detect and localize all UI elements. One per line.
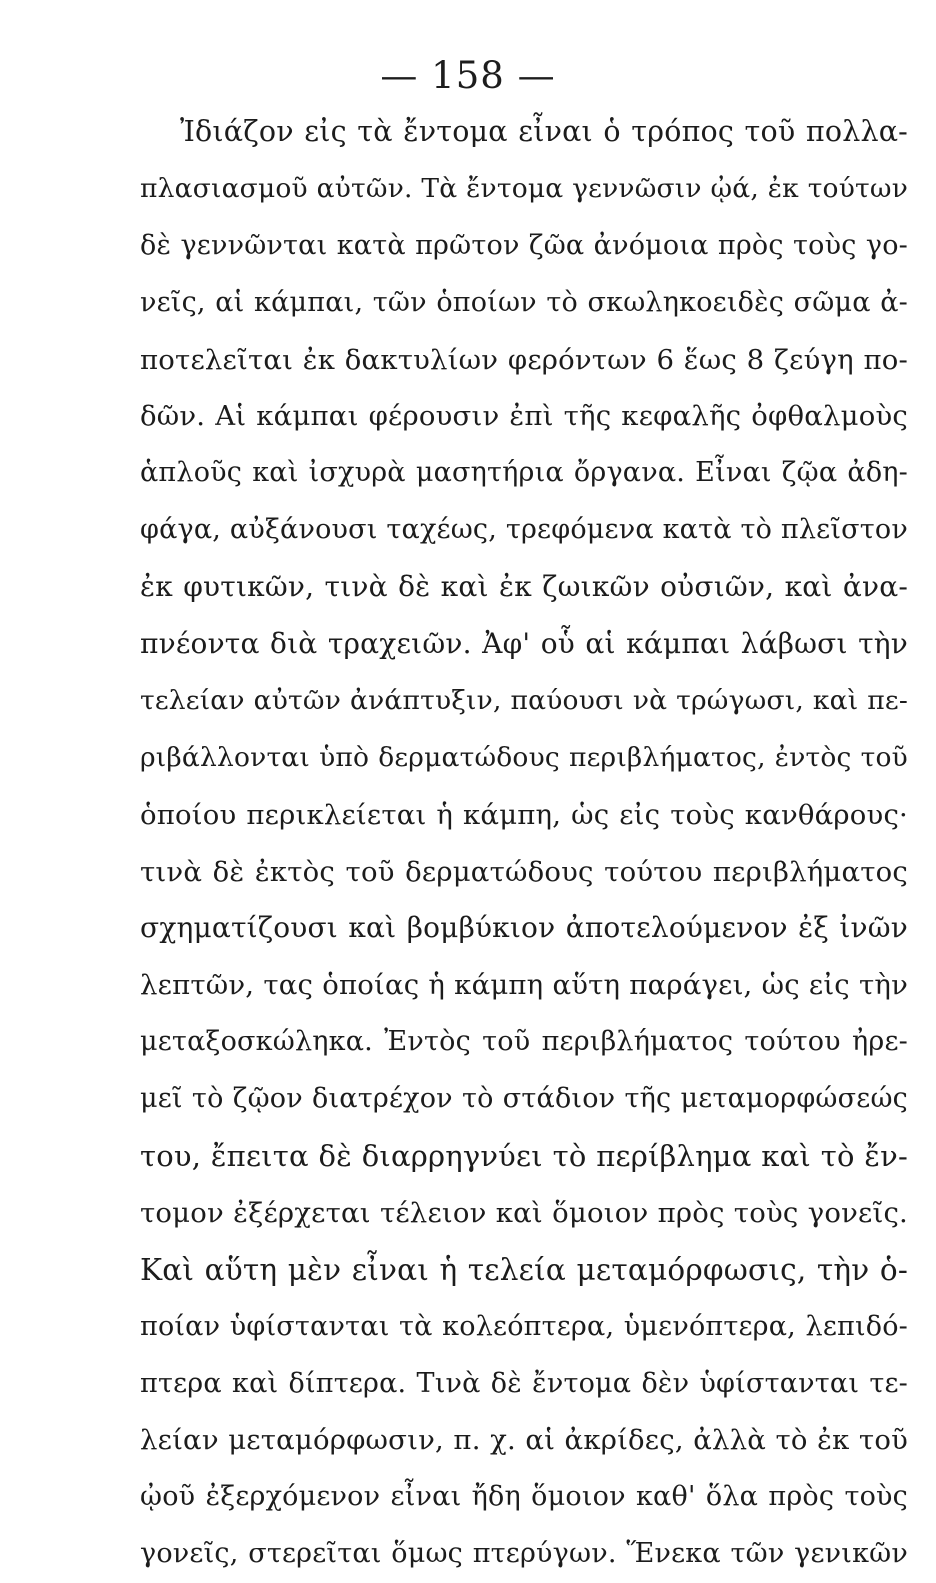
text-line: ὁποίου περικλείεται ἡ κάμπη, ὡς εἰς τοὺς κανθάρους·	[140, 798, 908, 831]
text-line: πλασιασμοῦ αὐτῶν. Τὰ ἔντομα γεννῶσιν ᾠά, ἐκ τούτων	[140, 172, 908, 204]
text-line: ριβάλλονται ὑπὸ δερματώδους περιβλήματος, ἐντὸς τοῦ	[140, 741, 908, 773]
text-line: δῶν. Αἱ κάμπαι φέρουσιν ἐπὶ τῆς κεφαλῆς ὀφθαλμοὺς	[140, 400, 908, 433]
text-line: φάγα, αὐξάνουσι ταχέως, τρεφόμενα κατὰ τὸ πλεῖστον	[140, 514, 908, 546]
text-line: λείαν μεταμόρφωσιν, π. χ. αἱ ἀκρίδες, ἀλλὰ τὸ ἐκ τοῦ	[140, 1424, 908, 1457]
text-line: τελείαν αὐτῶν ἀνάπτυξιν, παύουσι νὰ τρώγωσι, καὶ πε-	[140, 684, 908, 716]
text-line: γονεῖς, στερεῖται ὅμως πτερύγων. Ἕνεκα τῶν γενικῶν	[140, 1538, 908, 1570]
text-line: τινὰ δὲ ἐκτὸς τοῦ δερματώδους τούτου περιβλήματος	[140, 855, 908, 888]
text-line: λεπτῶν, τας ὁποίας ἡ κάμπη αὕτη παράγει, ὡς εἰς τὴν	[140, 969, 908, 1002]
text-line: νεῖς, αἱ κάμπαι, τῶν ὁποίων τὸ σκωληκοειδὲς σῶμα ἀ-	[140, 286, 908, 318]
text-line: σχηματίζουσι καὶ βομβύκιον ἀποτελούμενον ἐξ ἰνῶν	[140, 911, 908, 945]
text-line: δὲ γεννῶνται κατὰ πρῶτον ζῶα ἀνόμοια πρὸς τοὺς γο-	[140, 229, 908, 261]
page-number: — 158 —	[380, 54, 556, 97]
text-line: μεταξοσκώληκα. Ἐντὸς τοῦ περιβλήματος τούτου ἠρε-	[140, 1026, 908, 1058]
text-line: μεῖ τὸ ζῷον διατρέχον τὸ στάδιον τῆς μεταμορφώσεώς	[140, 1083, 908, 1115]
text-line: τομον ἐξέρχεται τέλειον καὶ ὅμοιον πρὸς τοὺς γονεῖς.	[140, 1196, 908, 1229]
text-line: πνέοντα διὰ τραχειῶν. Ἀφ' οὗ αἱ κάμπαι λάβωσι τὴν	[140, 627, 908, 661]
body-text	[140, 104, 908, 1583]
text-line: ἐκ φυτικῶν, τινὰ δὲ καὶ ἐκ ζωικῶν οὐσιῶν, καὶ ἀνα-	[140, 570, 908, 604]
text-line: του, ἔπειτα δὲ διαρρηγνύει τὸ περίβλημα καὶ τὸ ἔν-	[140, 1139, 908, 1174]
text-line: ἁπλοῦς καὶ ἰσχυρὰ μασητήρια ὄργανα. Εἶναι ζῷα ἀδη-	[140, 457, 908, 489]
text-line: ποίαν ὑφίστανται τὰ κολεόπτερα, ὑμενόπτερα, λεπιδό-	[140, 1310, 908, 1342]
text-line: Ἰδιάζον εἰς τὰ ἔντομα εἶναι ὁ τρόπος τοῦ πολλα-	[180, 115, 908, 148]
text-line: ᾠοῦ ἐξερχόμενον εἶναι ἤδη ὅμοιον καθ' ὅλα πρὸς τοὺς	[140, 1481, 908, 1513]
text-line: πτερα καὶ δίπτερα. Τινὰ δὲ ἔντομα δὲν ὑφίστανται τε-	[140, 1367, 908, 1399]
text-line: ποτελεῖται ἐκ δακτυλίων φερόντων 6 ἕως 8 ζεύγη πο-	[140, 343, 908, 376]
text-line: Καὶ αὕτη μὲν εἶναι ἡ τελεία μεταμόρφωσις, τὴν ὁ-	[140, 1252, 908, 1287]
